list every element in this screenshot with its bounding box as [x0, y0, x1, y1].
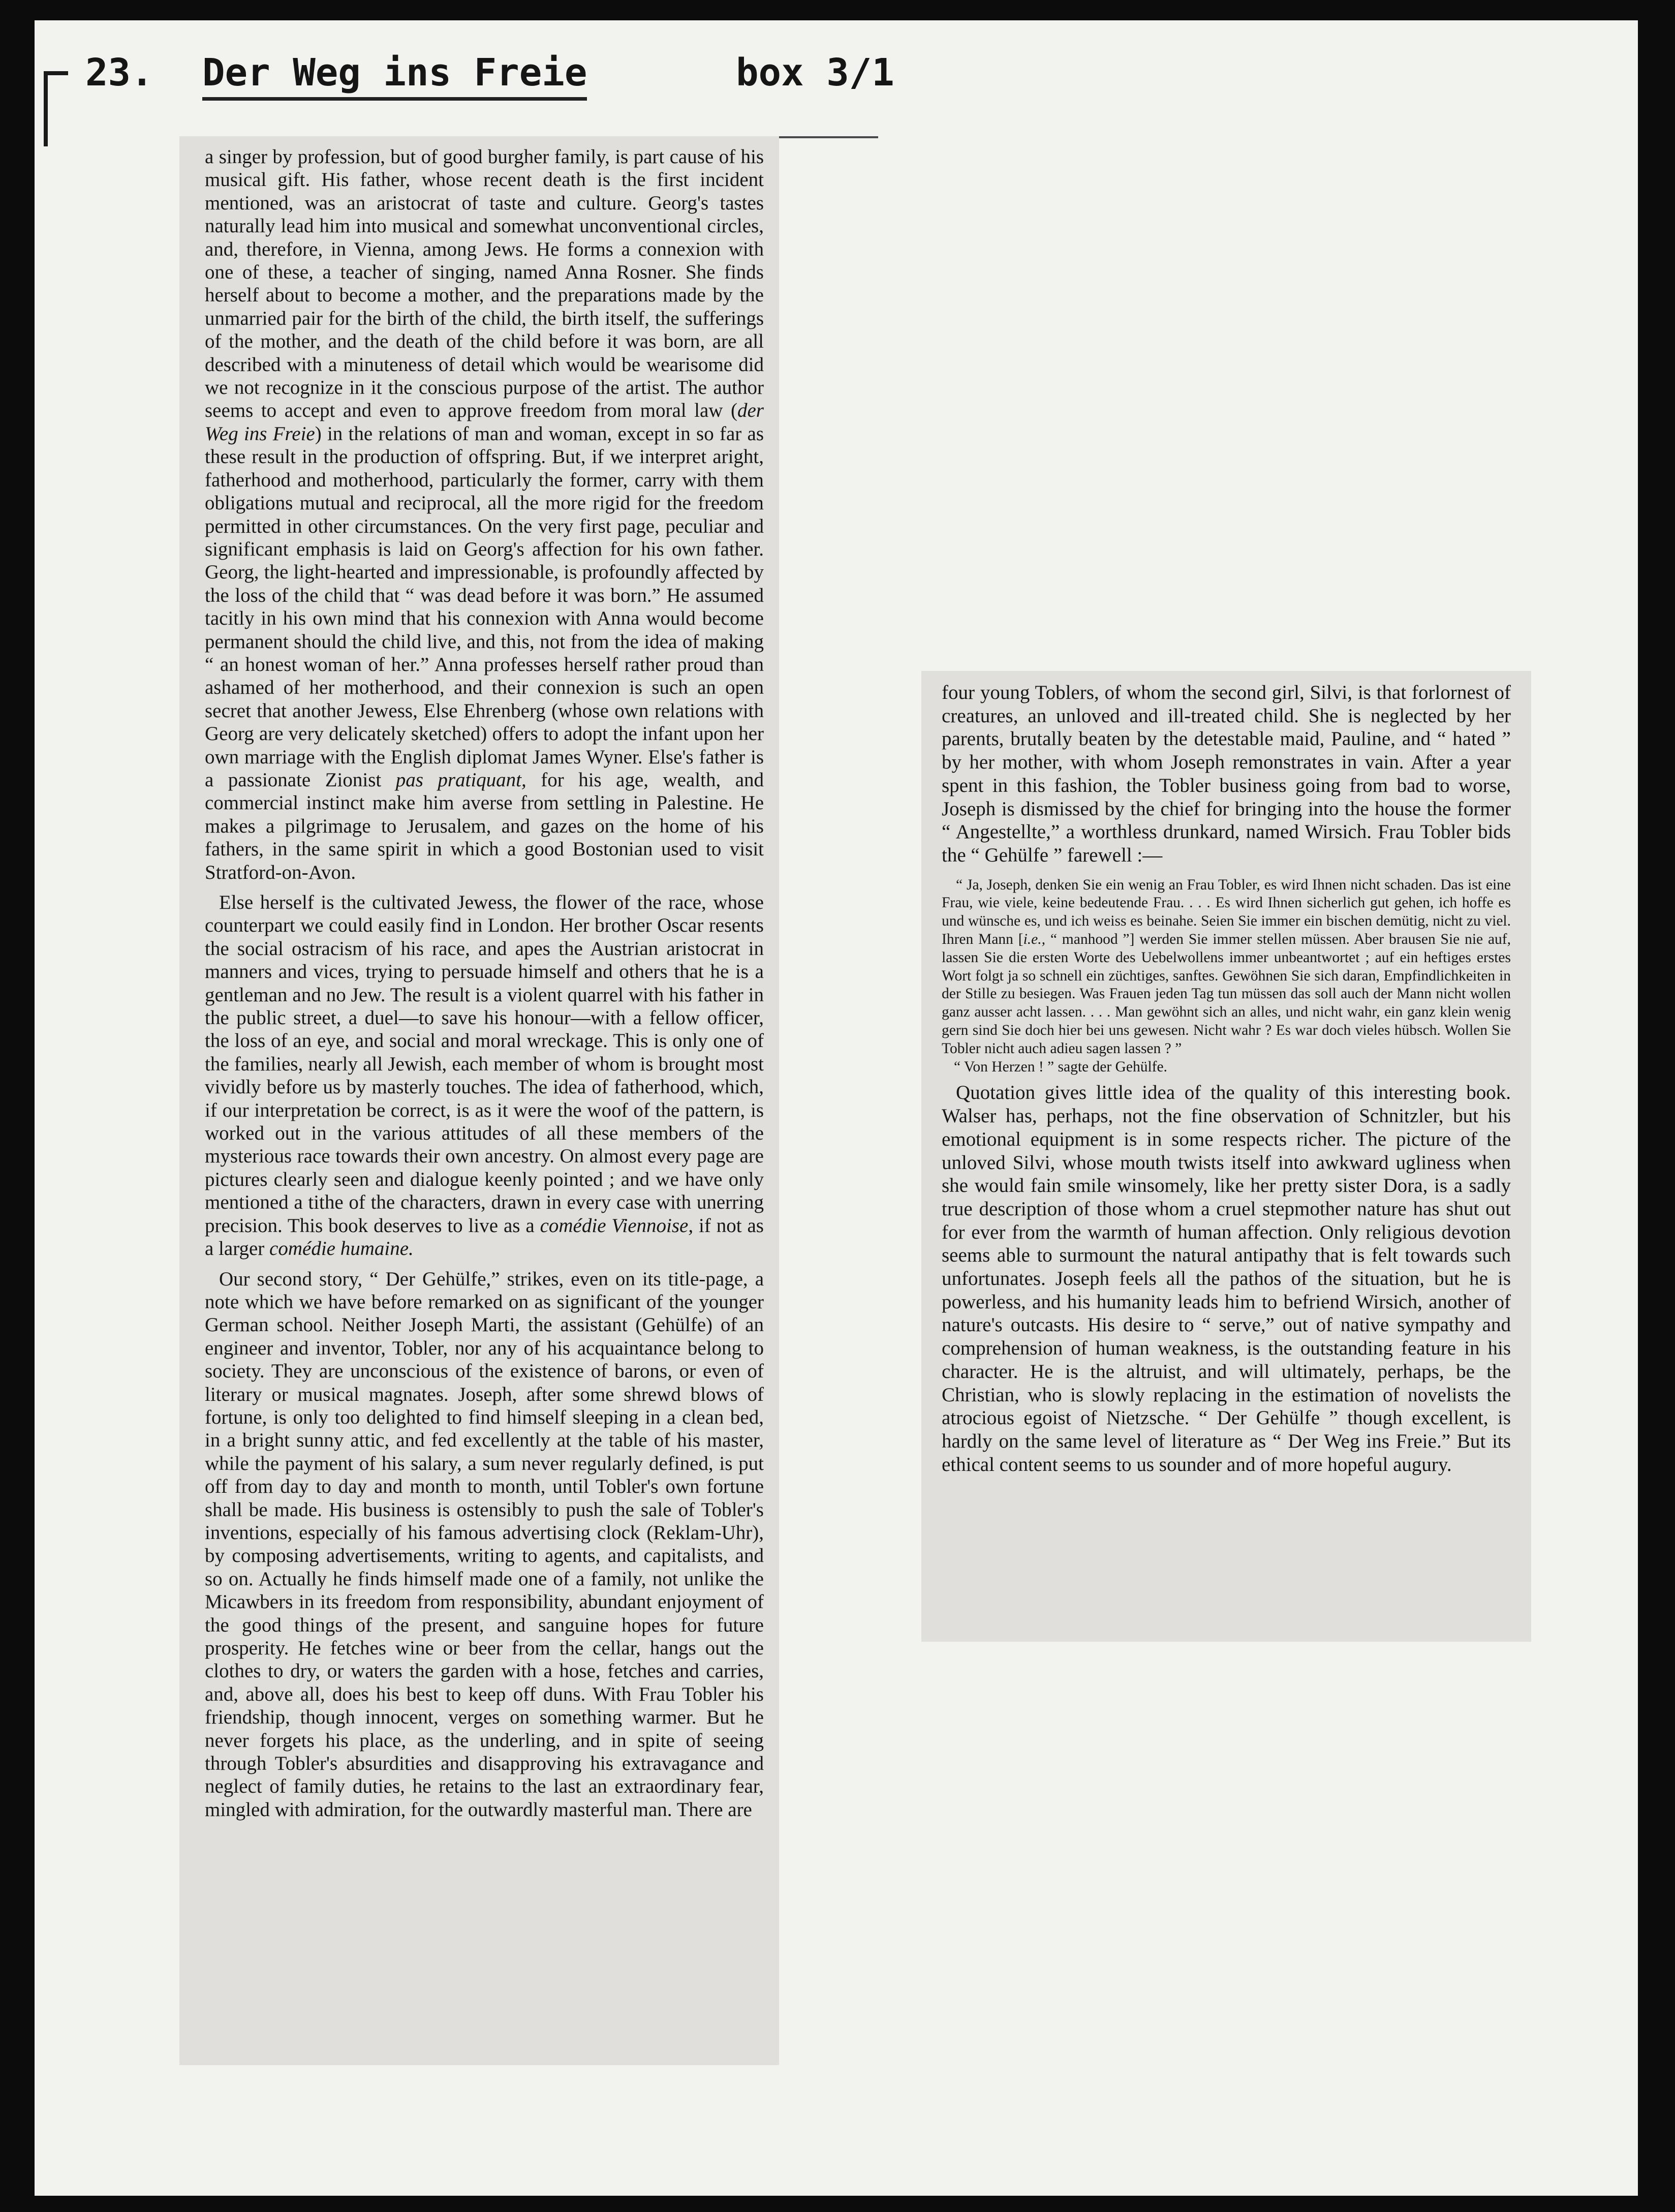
box-label: box 3/1 [736, 51, 894, 95]
scanned-sheet [35, 20, 1638, 2196]
paragraph: Else herself is the cultivated Jewess, the flower of the race, whose counterpart we could easily find in London. Her brother Oscar resents the social ostracism of his race, and apes the Austrian aristocrat in manners and vices, trying to persuade himself and others that he is a gentleman and no Jew. The result is a violent quarrel with his father in the public street, a duel—to save his honour—with a fellow officer, the loss of an eye, and social and moral wreckage. This is only one of the families, nearly all Jewish, each member of whom is brought most vividly before us by masterly touches. The idea of fatherhood, which, if our interpretation be correct, is as it were the woof of the pattern, is worked out in the various attitudes of all these members of the mysterious race towards their own ancestry. On almost every page are pictures clearly seen and dialogue keenly pointed ; and we have only mentioned a tithe of the characters, drawn in every case with unerring precision. This book deserves to live as a comédie Viennoise, if not as a larger comédie humaine. [205, 892, 764, 1260]
item-number: 23. [85, 51, 153, 95]
handwritten-title: Der Weg ins Freie [202, 51, 587, 95]
paragraph: four young Toblers, of whom the second girl, Silvi, is that forlornest of creatures, an unloved and ill-treated child. She is neglected by her parents, brutally beaten by the detestable maid, Pauline, and “ hated ” by her mother, with whom Joseph remonstrates in vain. After a year spent in this fashion, the Tobler business going from bad to worse, Joseph is dismissed by the chief for bringing into the house the former “ Angestellte,” a worthless drunkard, named Wirsich. Frau Tobler bids the “ Gehülfe ” farewell :— [942, 682, 1511, 866]
paragraph: Our second story, “ Der Gehülfe,” strikes, even on its title-page, a note which we have before remarked on as significant of the younger German school. Neither Joseph Marti, the assistant (Gehülfe) of an engineer and inventor, Tobler, nor any of his acquaintance belong to society. They are unconscious of the existence of barons, or even of literary or musical magnates. Joseph, after some shrewd blows of fortune, is only too delighted to find himself sleeping in a clean bed, in a bright sunny attic, and fed excellently at the table of his master, while the payment of his salary, a sum never regularly defined, is put off from day to day and month to month, until Tobler's own fortune shall be made. His business is ostensibly to push the sale of Tobler's inventions, especially of his famous advertising clock (Reklam-Uhr), by composing advertisements, writing to agents, and capitalists, and so on. Actually he finds himself made one of a family, not unlike the Micawbers in its freedom from responsibility, abundant enjoyment of the good things of the present, and sanguine hopes for future prosperity. He fetches wine or beer from the cellar, hangs out the clothes to dry, or waters the garden with a hose, fetches and carries, and, above all, does his best to keep off duns. With Frau Tobler his friendship, though innocent, verges on something warmer. But he never forgets his place, as the underling, and in spite of seeing through Tobler's absurdities and disapproving his extravagance and neglect of family duties, he retains to the last an extraordinary fear, mingled with admiration, for the outwardly masterful man. There are [205, 1268, 764, 1821]
paragraph: Quotation gives little idea of the quality of this interesting book. Walser has, perhaps, not the fine observation of Schnitzler, but his emotional equipment is in some respects richer. The picture of the unloved Silvi, whose mouth twists itself into awkward ugliness when she would fain smile winsomely, like her pretty sister Dora, is a sadly true description of those whom a cruel stepmother nature has shut out for ever from the warmth of human affection. Only religious devotion seems able to surmount the natural antipathy that is felt towards such unfortunates. Joseph feels all the pathos of the situation, but he is powerless, and his humanity leads him to befriend Wirsich, another of nature's outcasts. His desire to “ serve,” out of native sympathy and comprehension of human weakness, is the outstanding feature in his character. He is the altruist, and will ultimately, perhaps, be the Christian, who is slowly replacing in the estimation of novelists the atrocious egoist of Nietzsche. “ Der Gehülfe ” though excellent, is hardly on the same level of literature as “ Der Weg ins Freie.” But its ethical content seems to us sounder and of more hopeful augury. [942, 1082, 1511, 1476]
clipping-right-column [921, 671, 1531, 1642]
german-quotation [942, 876, 1511, 1077]
quotation-text: “ Ja, Joseph, denken Sie ein wenig an Frau Tobler, es wird Ihnen nicht schaden. Das ist eine Frau, wie viele, keine bedeutende Frau. . . . Es wird Ihnen sicherlich gut gehen, ich hoffe es und wünsche es, und ich weiss es beinahe. Seien Sie immer ein bischen demütig, nicht zu viel. Ihren Mann [i.e., “ manhood ”] werden Sie immer stellen müssen. Aber brausen Sie nie auf, lassen Sie die ersten Worte des Uebelwollens immer unbeantwortet ; auf ein heftiges erstes Wort folgt ja so schnell ein züchtiges, sanftes. Gewöhnen Sie sich daran, Empfindlichkeiten in der Stille zu besiegen. Was Frauen jeden Tag tun müssen das soll auch der Mann nicht wollen ganz ausser acht lassen. . . . Man gewöhnt sich an alles, und nicht wahr, ein ganz klein wenig gern sind Sie doch hier bei uns gewesen. Nicht wahr ? Es war doch vieles hübsch. Wollen Sie Tobler nicht auch adieu sagen lassen ? ” [942, 876, 1511, 1057]
clipping-left-column [179, 136, 779, 2065]
paragraph: a singer by profession, but of good burgher family, is part cause of his musical gift. His father, whose recent death is the first incident mentioned, was an aristocrat of taste and culture. Georg's tastes naturally lead him into musical and somewhat unconventional circles, and, therefore, in Vienna, among Jews. He forms a connexion with one of these, a teacher of singing, named Anna Rosner. She finds herself about to become a mother, and the preparations made by the unmarried pair for the birth of the child, the birth itself, the sufferings of the mother, and the death of the child before it was born, are all described with a minuteness of detail which would be wearisome did we not recognize in it the conscious purpose of the artist. The author seems to accept and even to approve freedom from moral law (der Weg ins Freie) in the relations of man and woman, except in so far as these result in the production of offspring. But, if we interpret aright, fatherhood and motherhood, particularly the former, carry with them obligations mutual and reciprocal, all the more rigid for the freedom permitted in other circumstances. On the very first page, peculiar and significant emphasis is laid on Georg's affection for his own father. Georg, the light-hearted and impressionable, is profoundly affected by the loss of the child that “ was dead before it was born.” He assumed tacitly in his own mind that his connexion with Anna would become permanent should the child live, and this, not from the idea of making “ an honest woman of her.” Anna professes herself rather proud than ashamed of her motherhood, and their connexion is such an open secret that another Jewess, Else Ehrenberg (whose own relations with Georg are very delicately sketched) offers to adopt the infant upon her own marriage with the English diplomat James Wyner. Else's father is a passionate Zionist pas pratiquant, for his age, wealth, and commercial instinct make him averse from settling in Palestine. He makes a pilgrimage to Jerusalem, and gazes on the home of his fathers, in the same spirit in which a good Bostonian used to visit Stratford-on-Avon. [205, 146, 764, 883]
quotation-reply: “ Von Herzen ! ” sagte der Gehülfe. [954, 1058, 1167, 1075]
crop-mark [44, 71, 68, 146]
